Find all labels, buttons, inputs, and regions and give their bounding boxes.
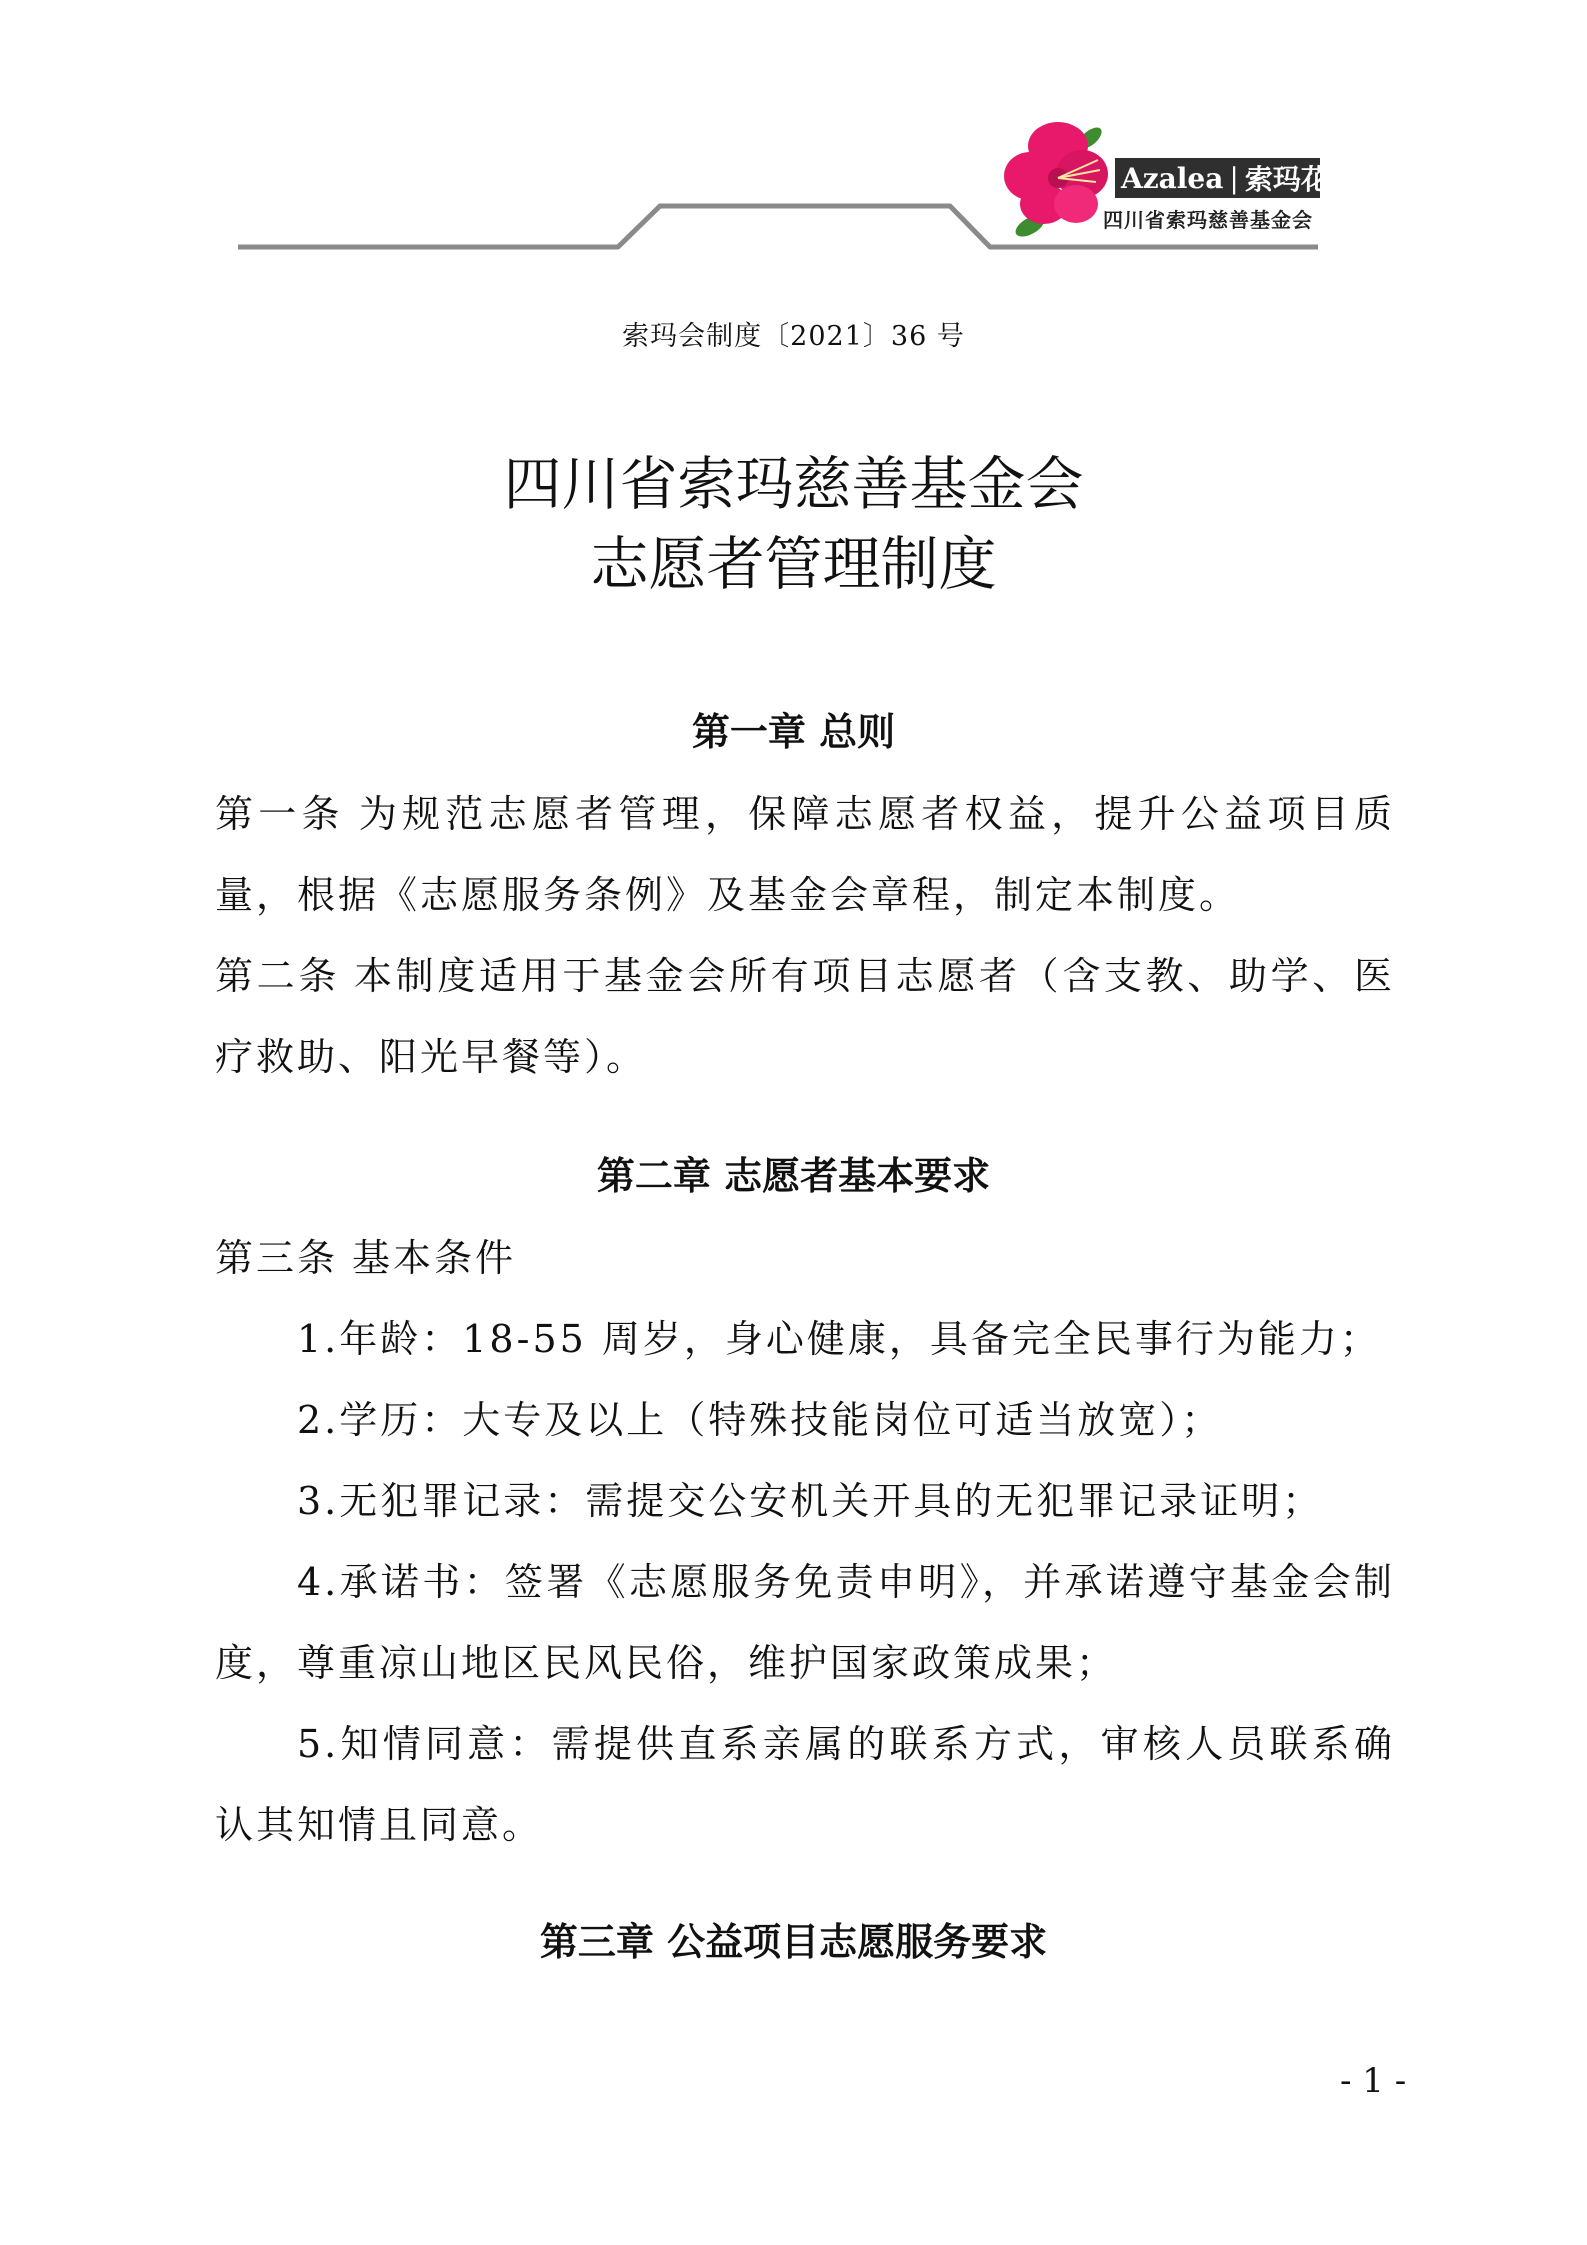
chapter-3-heading: 第三章 公益项目志愿服务要求 (539, 1920, 1048, 1964)
article-2-label: 第二条 (215, 954, 340, 998)
logo-brand-separator: | (1229, 161, 1239, 195)
logo-subtitle: 四川省索玛慈善基金会 (1103, 208, 1313, 232)
header-divider-line (0, 0, 1587, 260)
article-2-text: 本制度适用于基金会所有项目志愿者（含支教、助学、医疗救助、阳光早餐等）。 (215, 954, 1395, 1079)
article-3-text: 基本条件 (352, 1236, 517, 1280)
logo-brand-cn: 索玛花 (1244, 163, 1329, 196)
article-1 (215, 774, 1395, 936)
document-title-line2: 志愿者管理制度 (590, 530, 997, 598)
condition-item-3: 3.无犯罪记录：需提交公安机关开具的无犯罪记录证明； (297, 1479, 1324, 1523)
chapter-2-heading: 第二章 志愿者基本要求 (596, 1154, 991, 1198)
condition-item-1: 1.年龄：18-55 周岁，身心健康，具备完全民事行为能力； (297, 1317, 1381, 1361)
chapter-1-heading: 第一章 总则 (691, 710, 896, 754)
article-3 (215, 1218, 1395, 1299)
document-number: 索玛会制度〔2021〕36 号 (622, 321, 965, 352)
logo-brand-en: Azalea (1121, 161, 1224, 195)
condition-item-2: 2.学历：大专及以上（特殊技能岗位可适当放宽）； (297, 1398, 1223, 1442)
article-3-label: 第三条 (215, 1236, 339, 1280)
article-2 (215, 936, 1395, 1098)
page-number: - 1 - (1340, 2061, 1407, 2101)
logo-brand-plate (1115, 158, 1329, 198)
condition-item-5: 5.知情同意：需提供直系亲属的联系方式，审核人员联系确认其知情且同意。 (215, 1722, 1395, 1847)
document-title-line1: 四川省索玛慈善基金会 (503, 450, 1084, 518)
article-1-text: 为规范志愿者管理，保障志愿者权益，提升公益项目质量，根据《志愿服务条例》及基金会章程，制定本制度。 (215, 792, 1395, 917)
article-1-label: 第一条 (215, 792, 345, 836)
condition-item-4: 4.承诺书：签署《志愿服务免责申明》，并承诺遵守基金会制度，尊重凉山地区民风民俗，维护国家政策成果； (215, 1560, 1395, 1685)
foundation-logo (1000, 118, 1329, 240)
